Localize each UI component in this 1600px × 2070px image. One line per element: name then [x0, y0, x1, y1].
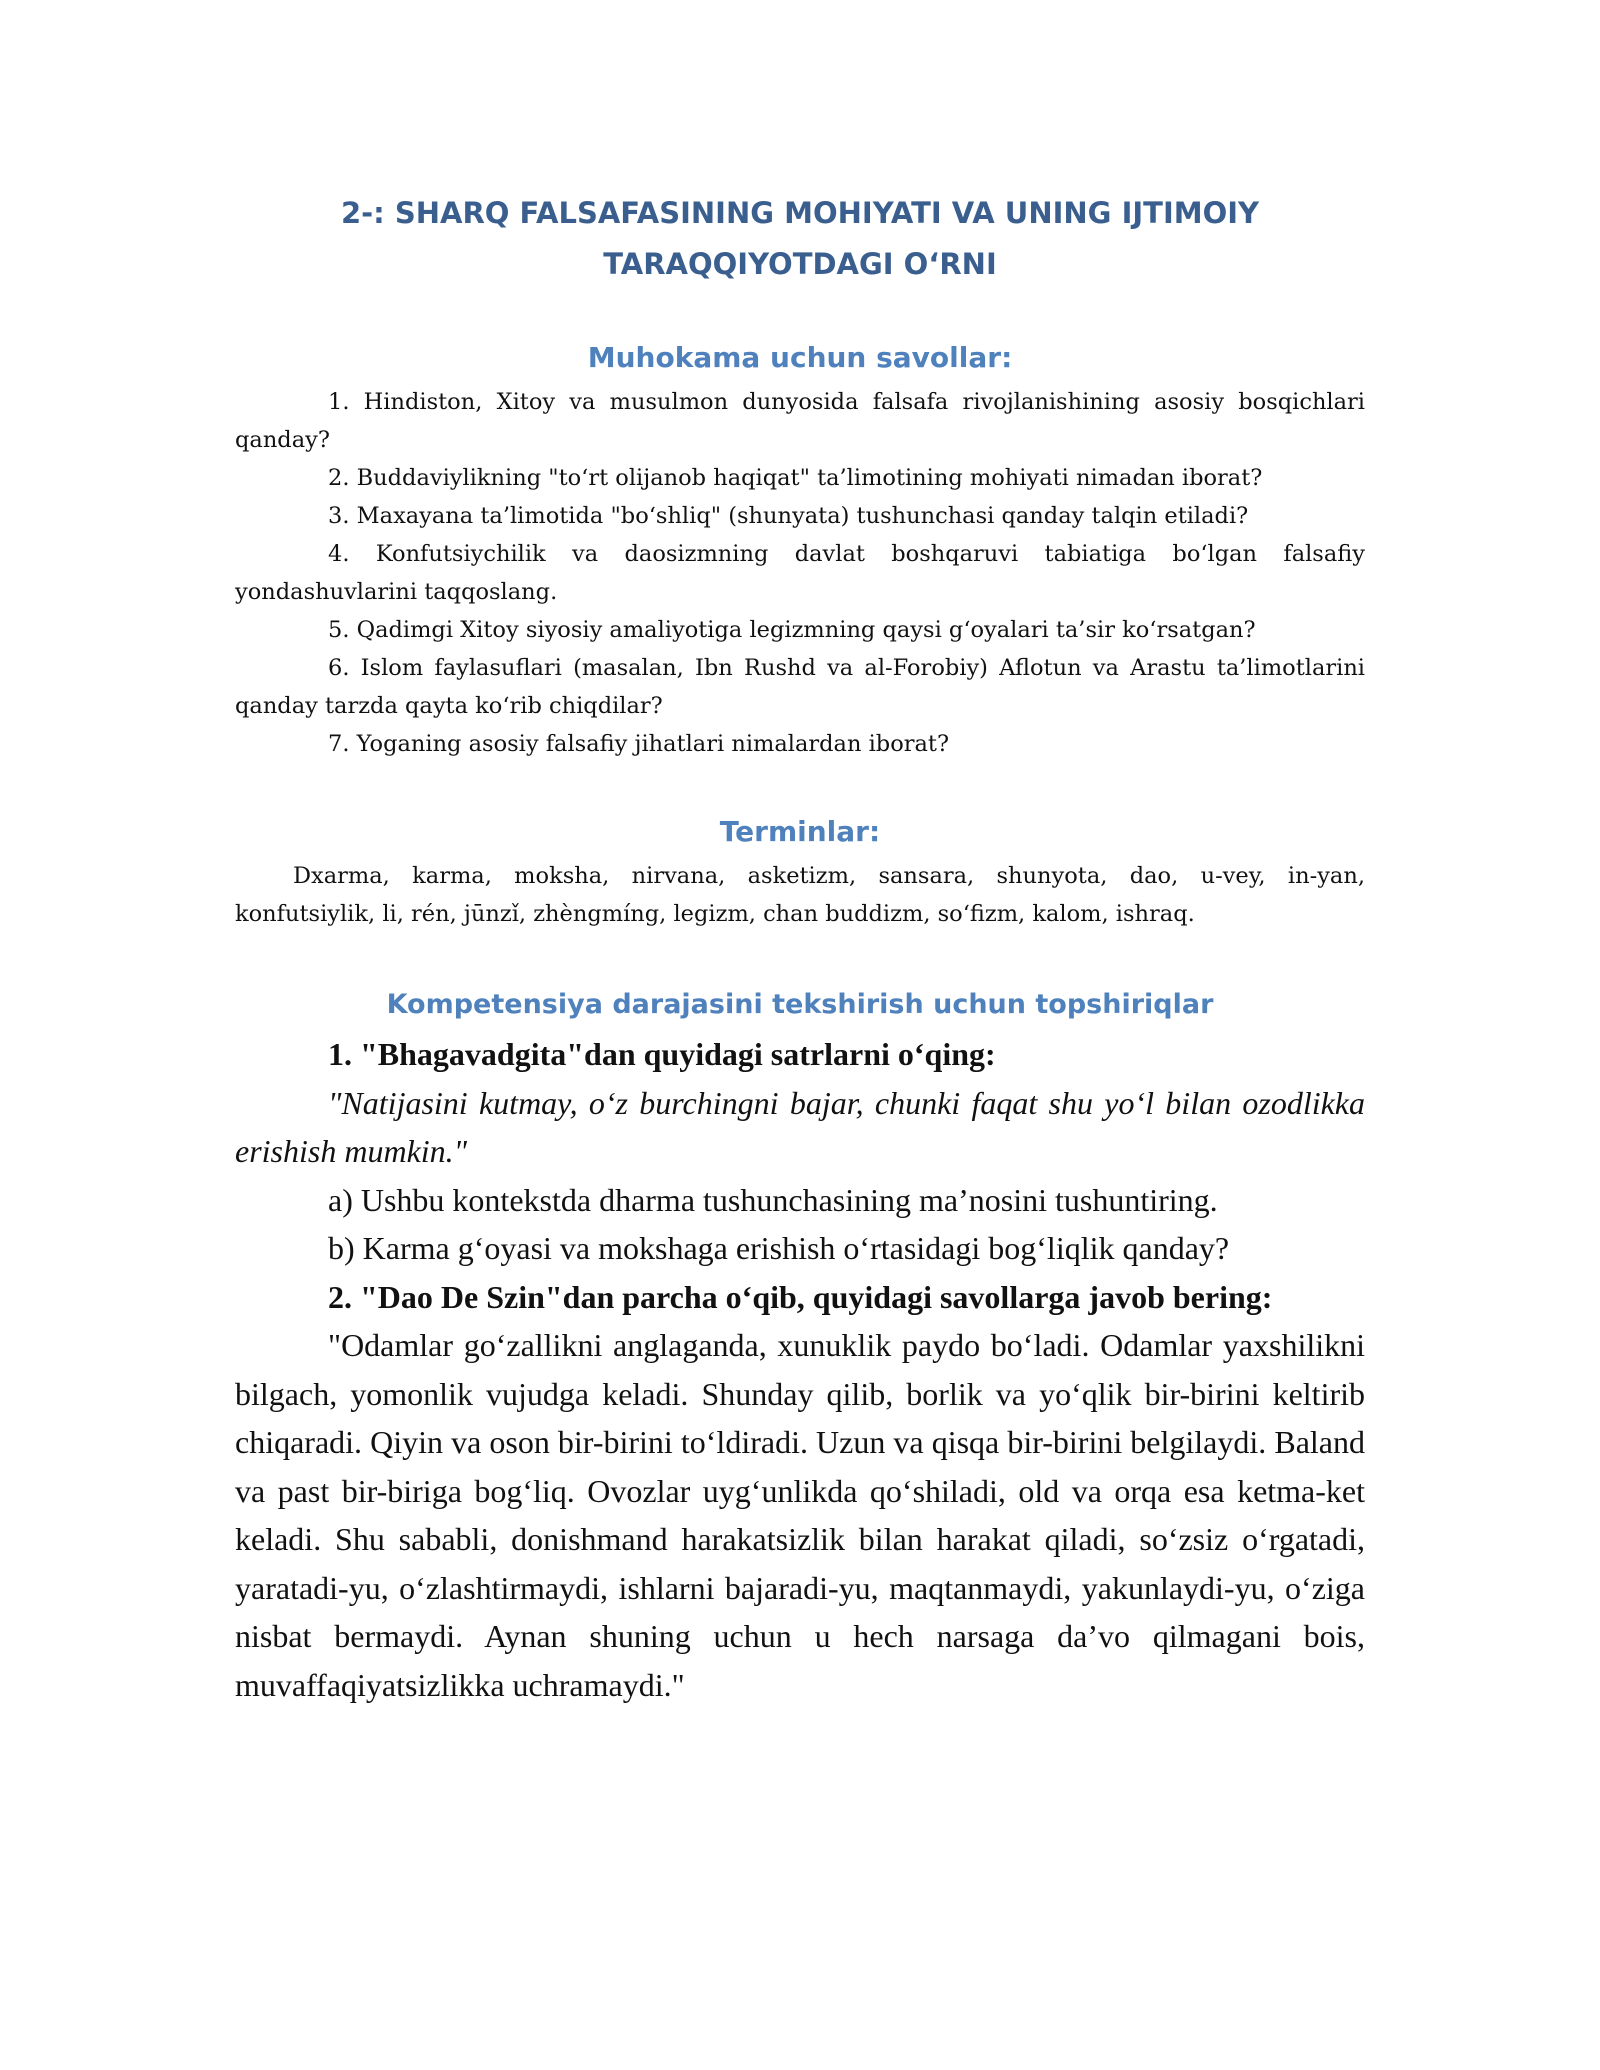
discussion-heading: Muhokama uchun savollar: — [587, 341, 1013, 374]
terms-heading: Terminlar: — [719, 815, 881, 848]
task-2-quote: "Odamlar go‘zallikni anglaganda, xunuklik paydo bo‘ladi. Odamlar yaxshilikni bilgach, yomonlik vujudga keladi. Shunday qilib, borlik va yo‘qlik bir-birini keltirib chiqaradi. Qiyin va oson bir-birini to‘ldiradi. Uzun va qisqa bir-birini belgilaydi. Baland va past bir-biriga bog‘liq. Ovozlar uyg‘unlikda qo‘shiladi, old va orqa esa ketma-ket keladi. Shu sababli, donishmand harakatsizlik bilan harakat qiladi, so‘zsiz o‘rgatadi, yaratadi-yu, o‘zlashtirmaydi, ishlarni bajaradi-yu, maqtanmaydi, yakunlaydi-yu, o‘ziga nisbat bermaydi. Aynan shuning uchun u hech narsaga da’vo qilmagani bois, muvaffaqiyatsizlikka uchramaydi." — [235, 1327, 1365, 1703]
question-item: 7. Yoganing asosiy falsafiy jihatlari nimalardan iborat? — [328, 731, 950, 757]
page-title — [235, 188, 1365, 290]
question-item: 1. Hindiston, Xitoy va musulmon dunyosida falsafa rivojlanishining asosiy bosqichlari qanday? — [235, 389, 1365, 453]
task-1-quote: "Natijasini kutmay, o‘z burchingni bajar, chunki faqat shu yo‘l bilan ozodlikka erishish mumkin." — [235, 1084, 1365, 1169]
question-item: 3. Maxayana ta’limotida "bo‘shliq" (shunyata) tushunchasi qanday talqin etiladi? — [328, 503, 1249, 529]
discussion-questions — [235, 383, 1365, 763]
task-1-question-b: b) Karma g‘oyasi va mokshaga erishish o‘rtasidagi bog‘liqlik qanday? — [328, 1230, 1230, 1266]
task-1-question-a: a) Ushbu kontekstda dharma tushunchasining ma’nosini tushuntiring. — [328, 1181, 1218, 1218]
question-item: 4. Konfutsiychilik va daosizmning davlat boshqaruvi tabiatiga bo‘lgan falsafiy yondashuvlarini taqqoslang. — [235, 541, 1365, 605]
terms-block — [235, 857, 1365, 933]
tasks-block — [235, 1030, 1365, 1709]
question-item: 6. Islom faylasuflari (masalan, Ibn Rushd va al-Forobiy) Aflotun va Arastu ta’limotlarini qanday tarzda qayta ko‘rib chiqdilar? — [235, 655, 1365, 719]
terms-list: Dxarma, karma, moksha, nirvana, asketizm, sansara, shunyota, dao, u-vey, in-yan, konfutsiylik, li, rén, jūnzǐ, zhèngmíng, legizm, chan buddizm, so‘fizm, kalom, ishraq. — [235, 863, 1365, 927]
page-title-line-2: TARAQQIYOTDAGI O‘RNI — [603, 247, 997, 281]
task-2-title: 2. "Dao De Szin"dan parcha o‘qib, quyidagi savollarga javob bering: — [328, 1278, 1273, 1315]
question-item: 5. Qadimgi Xitoy siyosiy amaliyotiga legizmning qaysi g‘oyalari ta’sir ko‘rsatgan? — [328, 617, 1256, 643]
task-1-title: 1. "Bhagavadgita"dan quyidagi satrlarni o‘qing: — [328, 1036, 996, 1072]
page-title-line-1: 2-: SHARQ FALSAFASINING MOHIYATI VA UNING IJTIMOIY — [340, 196, 1260, 230]
tasks-heading: Kompetensiya darajasini tekshirish uchun topshiriqlar — [386, 989, 1214, 1020]
question-item: 2. Buddaviylikning "to‘rt olijanob haqiqat" ta’limotining mohiyati nimadan iborat? — [328, 465, 1263, 491]
